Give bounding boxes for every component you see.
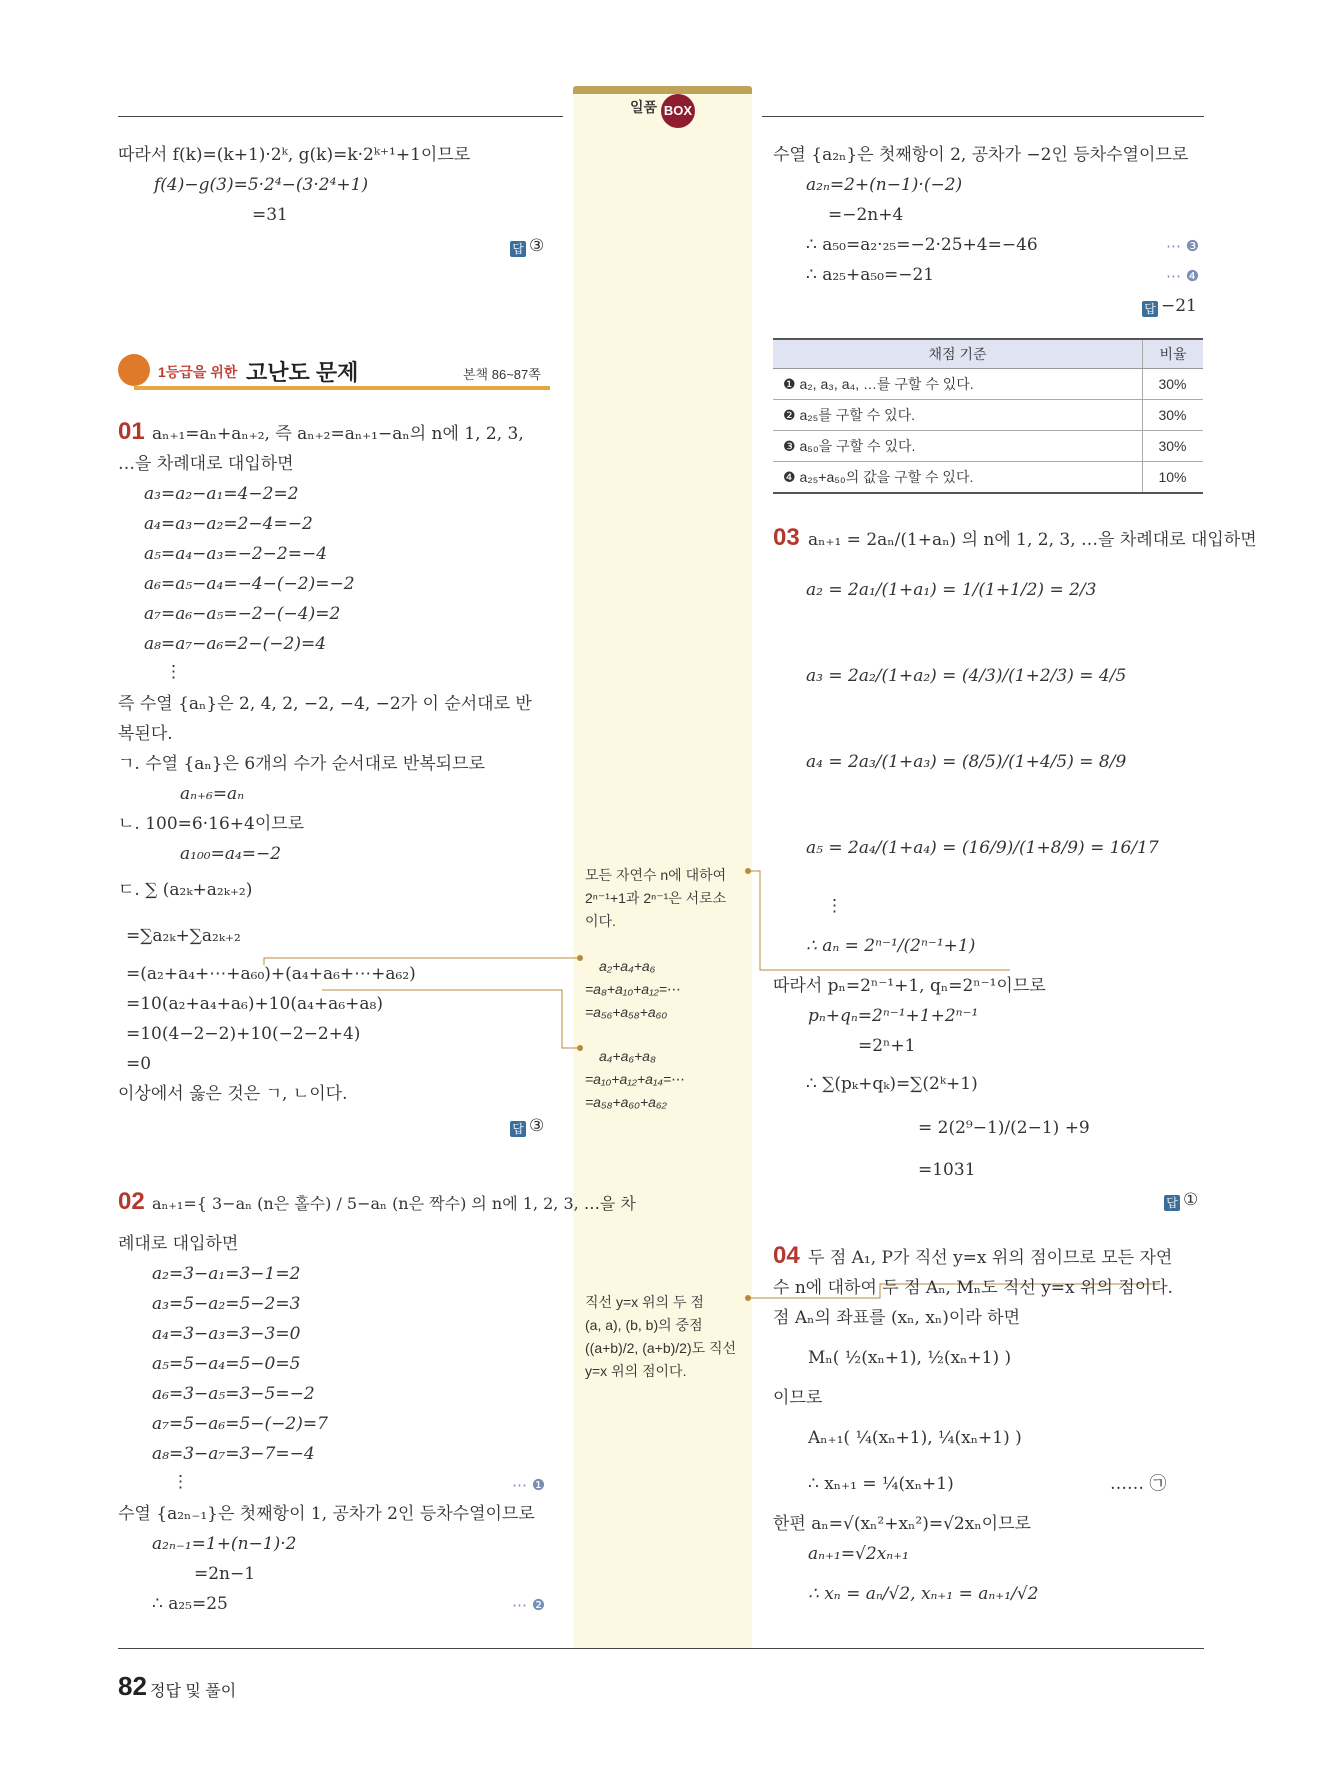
side-note-sum-even-3: =a₅₆+a₅₈+a₆₀ [585,1004,668,1020]
p02-line-5: a₄=3−a₃=3−3=0 [152,1324,301,1344]
p01-line-11: 복된다. [118,724,173,744]
step-mark-2-value: ❷ [531,1596,546,1614]
p02-line-4: a₃=5−a₂=5−2=3 [152,1294,301,1314]
p02-line-6: a₅=5−a₄=5−0=5 [152,1354,301,1374]
grading-header-criterion: 채점 기준 [773,339,1143,369]
grading-ratio: 30% [1143,431,1204,462]
p03-line-13: =1031 [918,1160,976,1180]
answer-icon: 답 [1164,1195,1180,1211]
section-reference: 본책 86~87쪽 [463,367,541,382]
p02-line-9: a₈=3−a₇=3−7=−4 [152,1444,315,1464]
grading-table [773,338,1203,494]
problem-01-number: 01 [118,418,145,445]
p02-line-12: a₂ₙ₋₁=1+(n−1)·2 [152,1534,297,1554]
p03-line-12: = 2(2⁹−1)/(2−1) +9 [918,1118,1090,1138]
p01-line-1: aₙ₊₁=aₙ+aₙ₊₂, 즉 aₙ₊₂=aₙ₊₁−aₙ의 n에 1, 2, 3, [152,424,524,444]
side-note-sum-shift-1: a₄+a₆+a₈ [599,1048,656,1064]
problem-04-number: 04 [773,1242,800,1269]
grading-criterion: ❹ a₂₅+a₅₀의 값을 구할 수 있다. [773,462,1143,494]
p01-line-7: a₇=a₆−a₅=−2−(−4)=2 [144,604,341,624]
step-mark-2: ⋯ ❷ [512,1596,546,1614]
p01-line-3: a₃=a₂−a₁=4−2=2 [144,484,299,504]
side-note-sum-shift-3: =a₅₈+a₆₀+a₆₂ [585,1094,667,1110]
grading-ratio: 30% [1143,400,1204,431]
connector-dot-4 [745,1295,751,1301]
p02-cont-line-3: =−2n+4 [828,205,904,225]
p02-line-14: ∴ a₂₅=25 [152,1594,228,1614]
step-mark-3-value: ❸ [1185,237,1200,255]
side-note-sum-even-1: a₂+a₄+a₆ [599,958,656,974]
connector-shift [322,990,580,1048]
p02-line-10: ⋮ [172,1472,189,1492]
table-row [773,431,1203,462]
side-note-coprime-1: 모든 자연수 n에 대하여 [585,867,727,883]
p04-line-4: Mₙ( ½(xₙ+1), ½(xₙ+1) ) [808,1348,1012,1368]
p01-line-4: a₄=a₃−a₂=2−4=−2 [144,514,313,534]
page-number: 82 [118,1671,147,1701]
p01-line-6: a₆=a₅−a₄=−4−(−2)=−2 [144,574,355,594]
connector-dot-1 [745,868,751,874]
table-row [773,462,1203,494]
step-mark-4: ⋯ ❹ [1166,267,1200,285]
intro-line-1: 따라서 f(k)=(k+1)·2ᵏ, g(k)=k·2ᵏ⁺¹+1이므로 [118,145,471,165]
p02-line-1: aₙ₊₁={ 3−aₙ (n은 홀수) / 5−aₙ (n은 짝수) 의 n에 1, 2, 3, …을 차 [152,1194,636,1213]
p04-line-10: aₙ₊₁=√2xₙ₊₁ [808,1544,909,1564]
grading-criterion: ❷ a₂₅를 구할 수 있다. [773,400,1143,431]
brand-badge: BOX [661,94,695,128]
problem-03-number: 03 [773,524,800,551]
p01-line-10: 즉 수열 {aₙ}은 2, 4, 2, −2, −4, −2가 이 순서대로 반 [118,694,532,714]
p03-line-7: ∴ aₙ = 2ⁿ⁻¹/(2ⁿ⁻¹+1) [806,936,976,956]
p03-line-2: a₂ = 2a₁/(1+a₁) = 1/(1+1/2) = 2/3 [806,580,1097,600]
p04-line-2: 수 n에 대하여 두 점 Aₙ, Mₙ도 직선 y=x 위의 점이다. [773,1278,1173,1298]
p03-line-3: a₃ = 2a₂/(1+a₂) = (4/3)/(1+2/3) = 4/5 [806,666,1127,686]
p04-line-9: 한편 aₙ=√(xₙ²+xₙ²)=√2xₙ이므로 [773,1514,1031,1534]
p03-line-11: ∴ ∑(pₖ+qₖ)=∑(2ᵏ+1) [806,1074,978,1094]
grading-criterion: ❸ a₅₀을 구할 수 있다. [773,431,1143,462]
p01-line-16: ㄷ. ∑ (a₂ₖ+a₂ₖ₊₂) [118,880,253,900]
grading-ratio: 30% [1143,369,1204,400]
p02-line-3: a₂=3−a₁=3−1=2 [152,1264,301,1284]
p01-line-20: =10(4−2−2)+10(−2−2+4) [126,1024,361,1044]
p01-answer-value: ③ [529,1116,545,1136]
side-note-midpoint-4: y=x 위의 점이다. [585,1363,687,1379]
p01-line-8: a₈=a₇−a₆=2−(−2)=4 [144,634,327,654]
connector-dot-2 [577,955,583,961]
p04-line-1: 두 점 A₁, P가 직선 y=x 위의 점이므로 모든 자연 [808,1248,1173,1268]
p02-line-8: a₇=5−a₆=5−(−2)=7 [152,1414,328,1434]
p01-line-9: ⋮ [165,662,182,682]
intro-answer-value: ③ [529,236,545,256]
p04-line-5: 이므로 [773,1388,823,1408]
p02-line-11: 수열 {a₂ₙ₋₁}은 첫째항이 1, 공차가 2인 등차수열이므로 [118,1504,535,1524]
p01-line-5: a₅=a₄−a₃=−2−2=−4 [144,544,328,564]
intro-line-2: f(4)−g(3)=5·2⁴−(3·2⁴+1) [154,175,369,195]
p01-line-12: ㄱ. 수열 {aₙ}은 6개의 수가 순서대로 반복되므로 [118,754,485,774]
step-mark-1-value: ❶ [531,1476,546,1494]
p02-cont-line-5: ∴ a₂₅+a₅₀=−21 [806,265,935,285]
step-mark-1: ⋯ ❶ [512,1476,546,1494]
footer-rule [118,1648,1204,1649]
table-row [773,400,1203,431]
p04-line-11: ∴ xₙ = aₙ/√2, xₙ₊₁ = aₙ₊₁/√2 [808,1584,1039,1604]
p03-line-10: =2ⁿ+1 [858,1036,916,1056]
grading-criterion: ❶ a₂, a₃, a₄, …를 구할 수 있다. [773,369,1143,400]
p02-answer-value: −21 [1161,296,1197,316]
p02-line-2: 례대로 대입하면 [118,1234,239,1254]
problem-02-number: 02 [118,1188,145,1215]
p01-line-15: a₁₀₀=a₄=−2 [180,844,282,864]
p02-answer [1142,296,1197,317]
p01-line-2: …을 차례대로 대입하면 [118,454,294,474]
p02-line-7: a₆=3−a₅=3−5=−2 [152,1384,315,1404]
answer-icon: 답 [510,1121,526,1137]
section-heading: 고난도 문제 [246,360,359,385]
p01-line-18: =(a₂+a₄+⋯+a₆₀)+(a₄+a₆+⋯+a₆₂) [126,964,416,984]
side-note-coprime-3: 이다. [585,913,616,929]
answer-icon: 답 [510,241,526,257]
p03-answer-value: ① [1183,1190,1199,1210]
p03-line-4: a₄ = 2a₃/(1+a₃) = (8/5)/(1+4/5) = 8/9 [806,752,1127,772]
p03-line-8: 따라서 pₙ=2ⁿ⁻¹+1, qₙ=2ⁿ⁻¹이므로 [773,976,1046,996]
p03-line-5: a₅ = 2a₄/(1+a₄) = (16/9)/(1+8/9) = 16/17 [806,838,1159,858]
side-note-sum-even-2: =a₈+a₁₀+a₁₂=⋯ [585,981,681,997]
connector-even [264,958,580,965]
p02-cont-line-1: 수열 {a₂ₙ}은 첫째항이 2, 공차가 −2인 등차수열이므로 [773,145,1189,165]
p02-line-13: =2n−1 [194,1564,256,1584]
connector-dot-3 [577,1045,583,1051]
p03-line-6: ⋮ [826,896,843,916]
p01-line-22: 이상에서 옳은 것은 ㄱ, ㄴ이다. [118,1084,348,1104]
p04-line-7: ∴ xₙ₊₁ = ¼(xₙ+1) [808,1474,954,1494]
footer-title: 정답 및 풀이 [150,1683,237,1700]
p01-line-21: =0 [126,1054,152,1074]
side-note-coprime-2: 2ⁿ⁻¹+1과 2ⁿ⁻¹은 서로소 [585,890,727,906]
p04-line-3: 점 Aₙ의 좌표를 (xₙ, xₙ)이라 하면 [773,1308,1021,1328]
table-row [773,369,1203,400]
grading-header-ratio: 비율 [1143,339,1204,369]
section-subtitle: 1등급을 위한 [158,364,238,380]
step-mark-4-value: ❹ [1185,267,1200,285]
p01-line-17: =∑a₂ₖ+∑a₂ₖ₊₂ [126,926,241,946]
p03-line-1: aₙ₊₁ = 2aₙ/(1+aₙ) 의 n에 1, 2, 3, …을 차례대로 대입하면 [808,530,1257,550]
side-note-midpoint-3: ((a+b)/2, (a+b)/2)도 직선 [585,1340,737,1356]
p03-answer [1164,1190,1198,1211]
p03-line-9: pₙ+qₙ=2ⁿ⁻¹+1+2ⁿ⁻¹ [808,1006,979,1026]
intro-line-3: =31 [252,205,288,225]
step-mark-3: ⋯ ❸ [1166,237,1200,255]
side-note-sum-shift-2: =a₁₀+a₁₂+a₁₄=⋯ [585,1071,686,1087]
p01-line-13: aₙ₊₆=aₙ [180,784,245,804]
p02-cont-line-2: a₂ₙ=2+(n−1)·(−2) [806,175,963,195]
p04-line-8: …… ㉠ [1110,1474,1167,1494]
grading-ratio: 10% [1143,462,1204,494]
p02-cont-line-4: ∴ a₅₀=a₂·₂₅=−2·25+4=−46 [806,235,1038,255]
side-note-midpoint-2: (a, a), (b, b)의 중점 [585,1317,703,1333]
brand-name: 일품 [630,99,658,115]
answer-icon: 답 [1142,301,1158,317]
side-note-midpoint-1: 직선 y=x 위의 두 점 [585,1294,704,1310]
p04-line-6: Aₙ₊₁( ¼(xₙ+1), ¼(xₙ+1) ) [808,1428,1022,1448]
p01-line-14: ㄴ. 100=6·16+4이므로 [118,814,305,834]
p01-line-19: =10(a₂+a₄+a₆)+10(a₄+a₆+a₈) [126,994,383,1014]
